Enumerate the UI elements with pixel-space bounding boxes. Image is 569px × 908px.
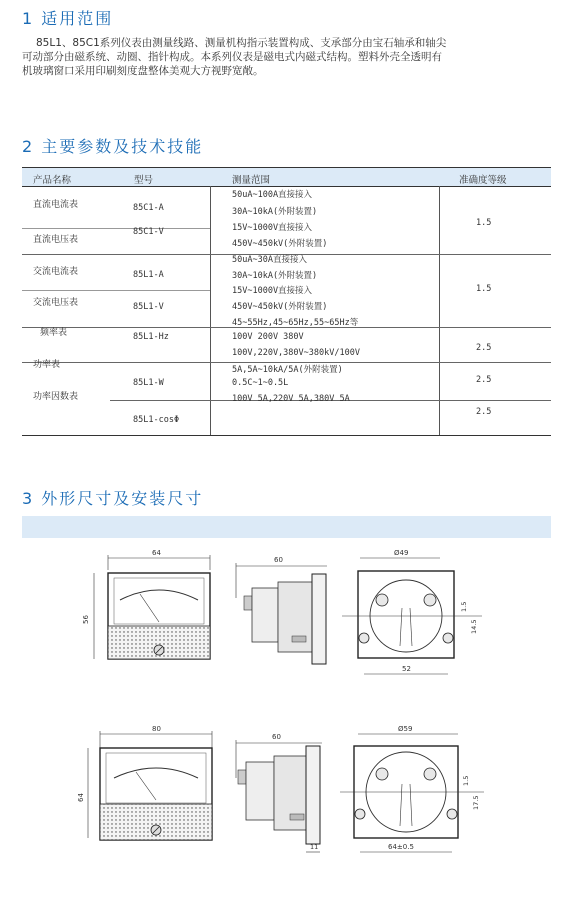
range: 30A~10kA(外附装置) xyxy=(232,271,318,281)
row-rule xyxy=(22,290,210,291)
dim-b-large: 17.5 xyxy=(472,795,480,810)
dim-height-small: 56 xyxy=(82,615,90,624)
model: 85L1-W xyxy=(133,378,164,388)
dim-hole-small: 52 xyxy=(402,665,411,673)
product-name: 功率表 xyxy=(33,360,61,370)
model: 85L1-cosΦ xyxy=(133,415,180,425)
range: 45~55Hz,45~65Hz,55~65Hz等 xyxy=(232,318,359,328)
range: 5A,5A~10kA/5A(外附装置) xyxy=(232,365,343,375)
dim-height-large: 64 xyxy=(77,793,85,802)
header-name: 产品名称 xyxy=(33,175,72,186)
section1-paragraph xyxy=(22,36,550,78)
range: 0.5C~1~0.5L xyxy=(232,378,289,388)
range: 15V~1000V直接接入 xyxy=(232,223,313,233)
back-view-large xyxy=(340,725,484,852)
table-top-rule xyxy=(22,167,551,168)
range: 450V~450kV(外附装置) xyxy=(232,302,328,312)
dim-b-small: 14.5 xyxy=(470,619,478,634)
model: 85C1-V xyxy=(133,227,164,237)
header-range: 测量范围 xyxy=(232,175,271,186)
header-model: 型号 xyxy=(134,175,154,186)
dimension-drawings xyxy=(22,538,551,890)
dim-side-large: 60 xyxy=(272,733,281,741)
dim-side-small: 60 xyxy=(274,556,283,564)
grade: 2.5 xyxy=(476,343,492,353)
range: 100V 200V 380V xyxy=(232,332,304,342)
row-rule xyxy=(22,228,210,229)
dim-thick-large: 11 xyxy=(310,843,319,851)
dim-width-large: 80 xyxy=(152,725,161,733)
front-view-small xyxy=(82,549,210,659)
range: 100V,220V,380V~380kV/100V xyxy=(232,348,360,358)
product-name: 交流电压表 xyxy=(33,298,79,308)
grade: 1.5 xyxy=(476,218,492,228)
grade: 2.5 xyxy=(476,375,492,385)
model: 85L1-Hz xyxy=(133,332,169,342)
back-view-small xyxy=(342,549,482,674)
product-name: 交流电流表 xyxy=(33,267,79,277)
product-name: 直流电流表 xyxy=(33,200,79,210)
range: 50uA~100A直接接入 xyxy=(232,190,313,200)
section1-title: 1 适用范围 xyxy=(22,9,114,28)
table-bottom-rule xyxy=(22,435,551,436)
range: 100V 5A,220V 5A,380V 5A xyxy=(232,394,350,404)
model: 85C1-A xyxy=(133,203,164,213)
dim-hole-large: 64±0.5 xyxy=(388,843,414,851)
section3-title: 3 外形尺寸及安装尺寸 xyxy=(22,489,204,508)
range: 450V~450kV(外附装置) xyxy=(232,239,328,249)
model: 85L1-A xyxy=(133,270,164,280)
section1-line: 可动部分由磁系统、动圈、指针构成。本系列仪表是磁电式内磁式结构。塑料外壳全透明有 xyxy=(22,51,442,63)
product-name: 功率因数表 xyxy=(33,392,79,402)
header-grade: 准确度等级 xyxy=(459,175,507,186)
dimension-panel-header xyxy=(22,516,551,538)
front-view-large xyxy=(77,725,212,840)
range: 50uA~30A直接接入 xyxy=(232,255,307,265)
section1-line: 85L1、85C1系列仪表由测量线路、测量机构指示装置构成、支承部分由宝石轴承和轴尖 xyxy=(36,37,447,49)
col-divider xyxy=(439,186,440,435)
grade: 1.5 xyxy=(476,284,492,294)
grade: 2.5 xyxy=(476,407,492,417)
dim-a-small: 1.5 xyxy=(460,601,468,612)
dim-a-large: 1.5 xyxy=(462,775,470,786)
section1-line: 机玻璃窗口采用印刷刻度盘整体美观大方视野宽敞。 xyxy=(22,65,264,77)
dim-width-small: 64 xyxy=(152,549,161,557)
range: 30A~10kA(外附装置) xyxy=(232,207,318,217)
model: 85L1-V xyxy=(133,302,164,312)
col-divider xyxy=(210,186,211,435)
table-header-rule xyxy=(22,186,551,187)
side-view-small xyxy=(236,556,327,664)
range: 15V~1000V直接接入 xyxy=(232,286,313,296)
product-name: 直流电压表 xyxy=(33,235,79,245)
dim-diameter-large: Ø59 xyxy=(398,725,413,733)
product-name: 频率表 xyxy=(40,328,68,338)
dim-diameter-small: Ø49 xyxy=(394,549,409,557)
section2-title: 2 主要参数及技术技能 xyxy=(22,137,204,156)
side-view-large xyxy=(236,733,322,852)
